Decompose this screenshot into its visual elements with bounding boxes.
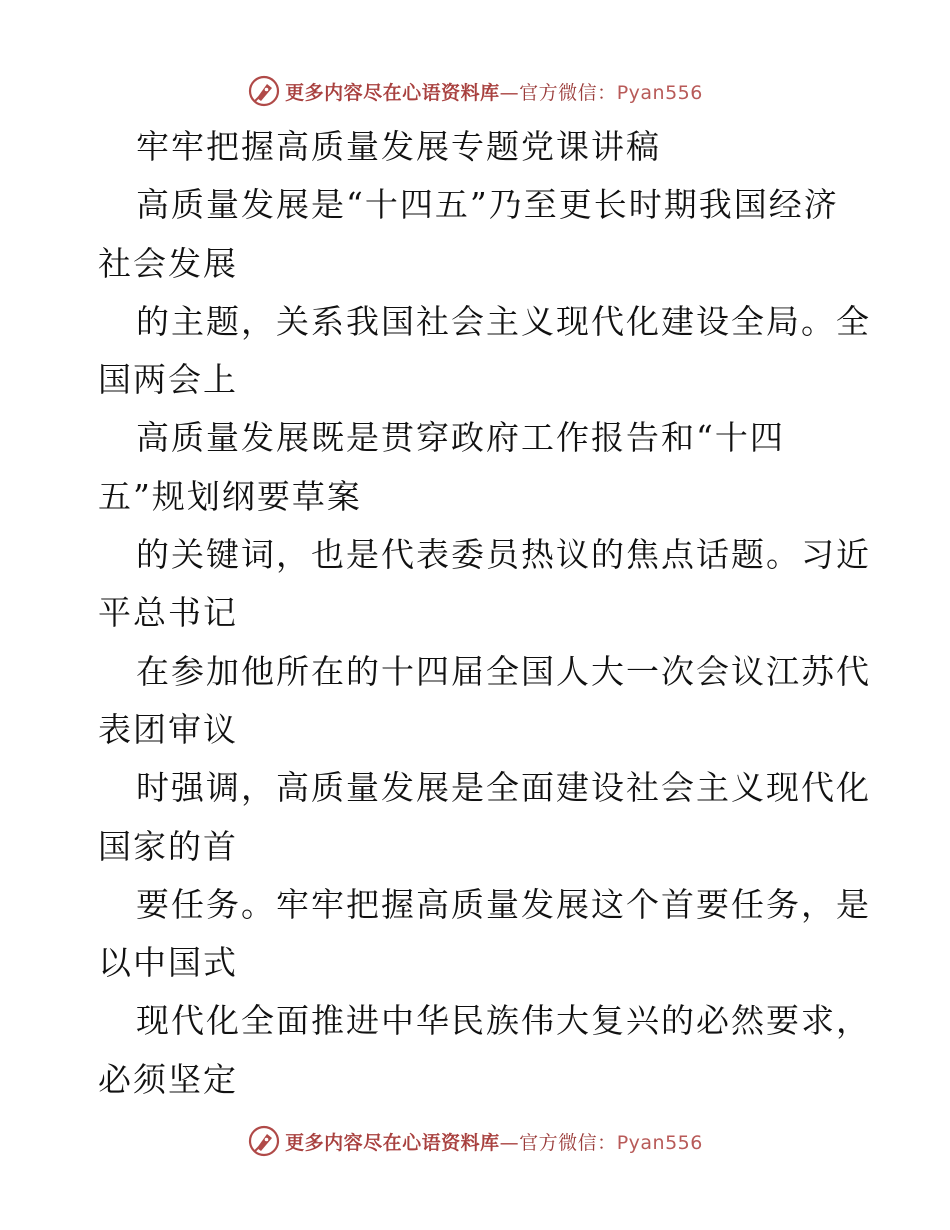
document-title: 牢牢把握高质量发展专题党课讲稿 bbox=[136, 127, 661, 166]
header-banner bbox=[0, 71, 950, 111]
pen-nib-logo-icon bbox=[247, 74, 281, 108]
footer-separator: — bbox=[499, 1131, 520, 1154]
footer-brand: 更多内容尽在心语资料库 bbox=[285, 1131, 500, 1154]
paragraph-line: 五”规划纲要草案 bbox=[98, 476, 362, 516]
header-brand: 更多内容尽在心语资料库 bbox=[285, 81, 500, 104]
paragraph-line: 国两会上 bbox=[98, 360, 238, 400]
paragraph-line: 的关键词，也是代表委员热议的焦点话题。习近 bbox=[136, 535, 871, 575]
paragraph-line: 以中国式 bbox=[98, 943, 238, 983]
paragraph-line: 国家的首 bbox=[98, 826, 238, 866]
pen-nib-logo-icon bbox=[247, 1124, 281, 1158]
header-wechat-label: 官方微信： bbox=[519, 81, 617, 104]
footer-banner-text bbox=[285, 1128, 703, 1155]
paragraph-line: 表团审议 bbox=[98, 709, 238, 749]
paragraph-line: 的主题，关系我国社会主义现代化建设全局。全 bbox=[136, 301, 871, 341]
paragraph-line: 在参加他所在的十四届全国人大一次会议江苏代 bbox=[136, 651, 871, 691]
paragraph-line: 时强调，高质量发展是全面建设社会主义现代化 bbox=[136, 768, 871, 808]
paragraph-line: 高质量发展是“十四五”乃至更长时期我国经济 bbox=[136, 185, 839, 225]
paragraph-line: 现代化全面推进中华民族伟大复兴的必然要求， bbox=[136, 1001, 871, 1041]
footer-wechat-label: 官方微信： bbox=[519, 1131, 617, 1154]
header-banner-text bbox=[285, 78, 703, 105]
paragraph-line: 要任务。牢牢把握高质量发展这个首要任务，是 bbox=[136, 884, 871, 924]
footer-banner bbox=[0, 1121, 950, 1161]
header-wechat-id: Pyan556 bbox=[616, 81, 703, 104]
paragraph-line: 社会发展 bbox=[98, 243, 238, 283]
footer-wechat-id: Pyan556 bbox=[616, 1131, 703, 1154]
paragraph-line: 平总书记 bbox=[98, 593, 238, 633]
paragraph-line: 高质量发展既是贯穿政府工作报告和“十四 bbox=[136, 418, 785, 458]
paragraph-line: 必须坚定 bbox=[98, 1059, 238, 1099]
document-body bbox=[98, 118, 871, 1109]
header-separator: — bbox=[499, 81, 520, 104]
